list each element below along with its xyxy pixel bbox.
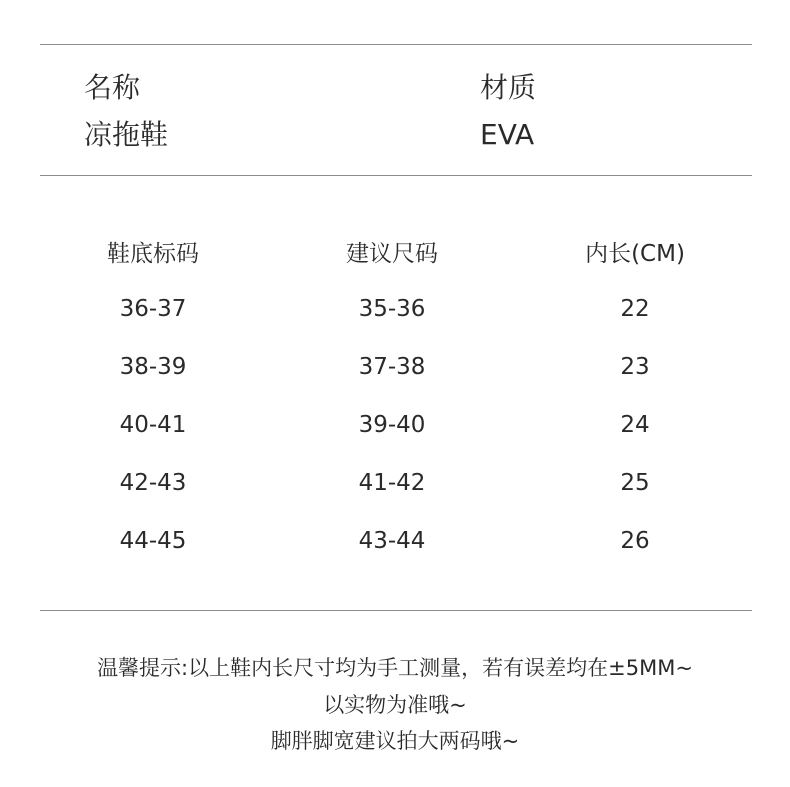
suggested-size-cell: 41-42 — [358, 470, 426, 496]
inner-length-cell: 25 — [620, 470, 650, 496]
table-row — [36, 396, 756, 454]
inner-length-cell: 24 — [620, 412, 650, 438]
table-header-row — [36, 222, 756, 280]
sole-size-cell: 36-37 — [119, 296, 187, 322]
actual-product-note: 以实物为准哦~ — [323, 693, 467, 717]
inner-length-cell: 23 — [620, 354, 650, 380]
sole-size-cell: 42-43 — [119, 470, 187, 496]
column-header-inner-length: 内长(CM) — [585, 240, 685, 267]
measurement-note: 温馨提示:以上鞋内长尺寸均为手工测量，若有误差均在±5MM~ — [97, 656, 693, 680]
column-header-suggested-size: 建议尺码 — [346, 240, 438, 267]
table-row — [36, 512, 756, 570]
table-row — [36, 338, 756, 396]
inner-length-cell: 22 — [620, 296, 650, 322]
name-value: 凉拖鞋 — [84, 118, 169, 151]
material-label: 材质 — [480, 71, 537, 104]
suggested-size-cell: 37-38 — [358, 354, 426, 380]
table-row — [36, 280, 756, 338]
sole-size-cell: 44-45 — [119, 528, 187, 554]
material-value: EVA — [480, 118, 535, 151]
wide-feet-note: 脚胖脚宽建议拍大两码哦~ — [270, 729, 520, 753]
bottom-divider — [40, 610, 752, 611]
sole-size-cell: 40-41 — [119, 412, 187, 438]
column-header-sole-size: 鞋底标码 — [107, 240, 199, 267]
top-divider — [40, 44, 752, 45]
suggested-size-cell: 35-36 — [358, 296, 426, 322]
table-row — [36, 454, 756, 512]
suggested-size-cell: 39-40 — [358, 412, 426, 438]
name-label: 名称 — [84, 71, 141, 104]
inner-length-cell: 26 — [620, 528, 650, 554]
sole-size-cell: 38-39 — [119, 354, 187, 380]
suggested-size-cell: 43-44 — [358, 528, 426, 554]
middle-divider — [40, 175, 752, 176]
size-chart-table — [36, 222, 756, 570]
